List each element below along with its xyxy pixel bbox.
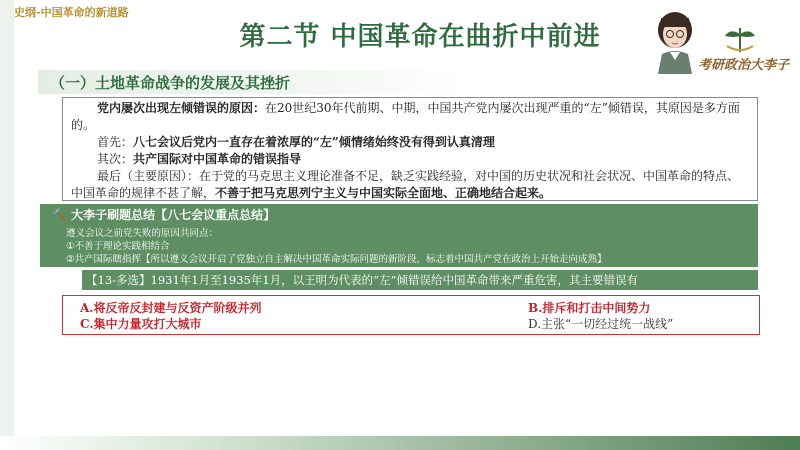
cause-box — [62, 97, 758, 201]
bottom-decor-bar — [0, 436, 800, 450]
first-label: 首先： — [97, 135, 134, 149]
teacher-avatar-icon — [652, 10, 698, 74]
breadcrumb: 史纲-中国革命的新道路 — [14, 6, 129, 19]
first-reason: 八七会议后党内一直存在着浓厚的“左”倾情绪始终没有得到认真清理 — [133, 135, 495, 149]
left-decor-bar — [0, 0, 14, 450]
cause-intro: 在20世纪30年代前期、中期，中国共产党内屡次出现严重的“左”倾错误，其原因是多方面的。 — [71, 101, 740, 132]
brand-name: 考研政治大李子 — [698, 58, 790, 73]
option-b[interactable]: B.排斥和打击中间势力 — [528, 301, 651, 315]
question-banner: 【13-多选】1931年1月至1935年1月，以王明为代表的“左”倾错误给中国革命带来严重危害，其主要错误有 — [82, 270, 758, 290]
option-a[interactable]: A.将反帝反封建与反资产阶级并列 — [80, 301, 262, 315]
summary-title-text: 大李子刷题总结【八七会议重点总结】 — [71, 208, 276, 222]
option-c[interactable]: C.集中力量攻打大城市 — [80, 317, 202, 331]
summary-line-3: ②共产国际瞎指挥【所以遵义会议开启了党独立自主解决中国革命实际问题的新阶段，标志着中国共产党在政治上开始走向成熟】 — [66, 254, 607, 265]
section-heading: （一）土地革命战争的发展及其挫折 — [50, 74, 291, 92]
summary-title — [52, 206, 275, 223]
summary-line-1: 遵义会议之前党失败的原因共同点： — [66, 228, 219, 239]
last-reason-bold: 不善于把马克思列宁主义与中国实际全面地、正确地结合起来。 — [215, 186, 552, 200]
last-label: 最后（主要原因）： — [97, 169, 200, 183]
summary-line-2: ①不善于理论实践相结合 — [66, 241, 170, 252]
page-title: 第二节 中国革命在曲折中前进 — [239, 22, 601, 52]
cause-heading: 党内屡次出现左倾错误的原因： — [97, 101, 266, 115]
second-label: 其次： — [97, 152, 134, 166]
option-d[interactable]: D.主张“一切经过统一战线” — [528, 317, 674, 331]
second-reason: 共产国际对中国革命的错误指导 — [133, 152, 302, 166]
ginkgo-leaf-icon — [715, 24, 765, 56]
last-reason: 在于党的马克思主义理论准备不足，缺乏实践经验，对中国的历史状况和社会状况、中国革命的特点、中国革命的规律不甚了解， — [71, 169, 740, 200]
gavel-icon: 🔨 — [52, 208, 67, 222]
